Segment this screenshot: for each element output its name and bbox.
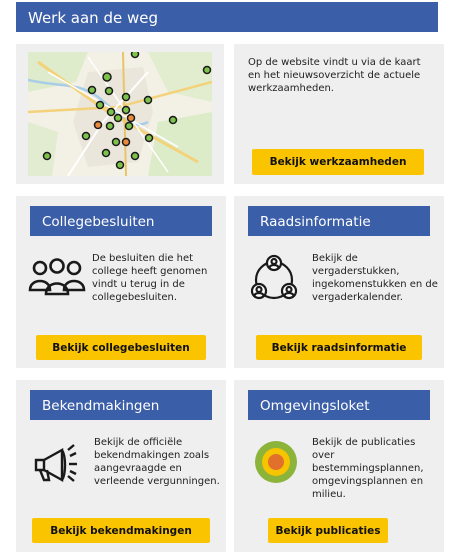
werkzaamheden-button[interactable]: Bekijk werkzaamheden [252, 149, 424, 175]
collegebesluiten-card [16, 196, 226, 368]
omgevingsloket-title: Omgevingsloket [248, 390, 430, 420]
werkzaamheden-card [234, 44, 444, 184]
publicaties-button[interactable]: Bekijk publicaties [268, 518, 388, 543]
collegebesluiten-text: De besluiten die het college heeft genomen vindt u terug in de collegebesluiten. [92, 253, 208, 303]
roadworks-map[interactable] [28, 52, 212, 176]
bekendmakingen-text: Bekijk de officiële bekendmakingen zoals aangevraagde en verleende vergunningen. [94, 437, 220, 487]
network-people-icon [248, 254, 300, 304]
raadsinformatie-card [234, 196, 444, 368]
megaphone-icon [32, 440, 84, 484]
raadsinformatie-text: Bekijk de vergaderstukken, ingekomenstukken en de vergaderkalender. [312, 253, 438, 303]
map-card [16, 44, 224, 184]
raadsinformatie-title: Raadsinformatie [248, 206, 430, 236]
people-group-icon [28, 256, 86, 300]
target-circle-icon [252, 438, 300, 486]
collegebesluiten-button[interactable]: Bekijk collegebesluiten [36, 335, 206, 360]
omgevingsloket-card [234, 380, 444, 552]
section-header [16, 2, 438, 32]
collegebesluiten-title: Collegebesluiten [30, 206, 212, 236]
bekendmakingen-button[interactable]: Bekijk bekendmakingen [32, 518, 210, 543]
section-title: Werk aan de weg [28, 9, 158, 27]
raadsinformatie-button[interactable]: Bekijk raadsinformatie [256, 335, 422, 360]
bekendmakingen-card [16, 380, 226, 552]
bekendmakingen-title: Bekendmakingen [30, 390, 212, 420]
werkzaamheden-description: Op de website vindt u via de kaart en het nieuwsoverzicht de actuele werkzaamheden. [248, 57, 421, 94]
omgevingsloket-text: Bekijk de publicaties over bestemmingsplannen, omgevingsplannen en milieu. [312, 437, 424, 500]
